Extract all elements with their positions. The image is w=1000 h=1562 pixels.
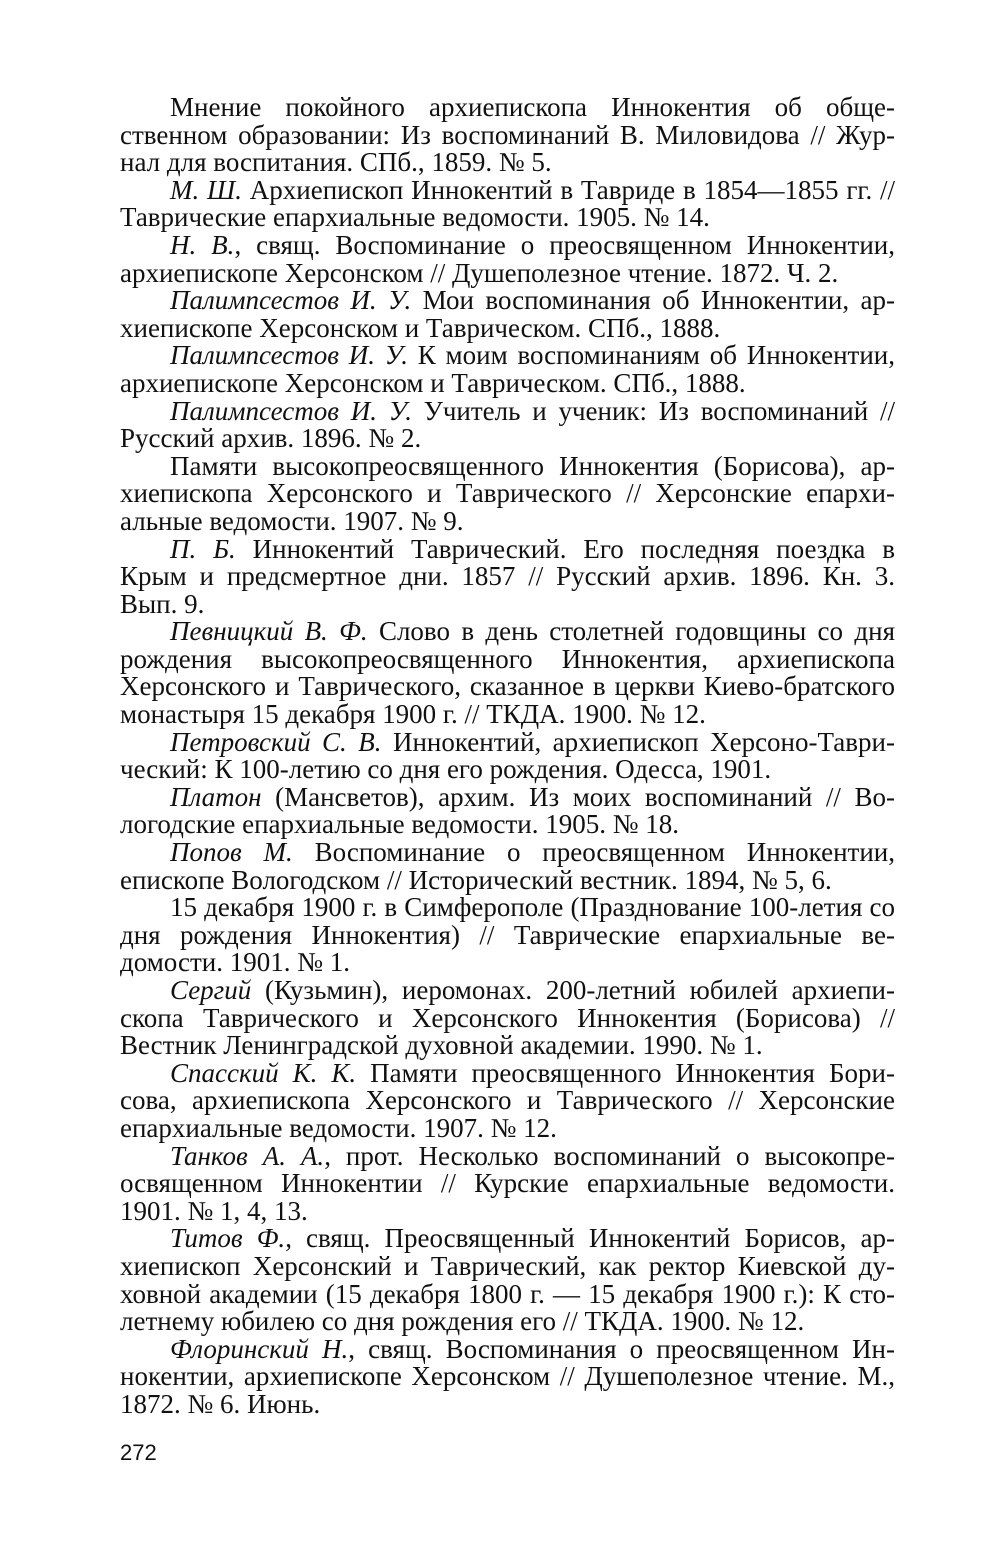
entry-author: Певницкий В. Ф. [170,616,368,647]
bibliography-list [120,94,895,1419]
entry-text: , свящ. Воспоминание о преосвященном Иннокентии, архиепископе Херсонском // Душеполезное чтение. 1872. Ч. 2. [120,229,896,288]
entry-text: Воспоминание о преосвященном Иннокентии, епископе Вологодском // Исторический вестник. 1894, № 5, 6. [120,837,895,895]
entry-author: М. Ш. [170,174,242,205]
bibliography-entry [120,450,895,536]
bibliography-entry [120,839,895,894]
entry-text: Архиепископ Иннокентий в Тавриде в 1854—1855 гг. // Таврические епархиальные ведомости. 1905. № 14. [120,174,896,233]
bibliography-entry [120,1140,895,1226]
entry-text: Мнение покойного архиепископа Иннокентия об общественном образовании: Из воспоминаний В. Миловидова // Журнал для воспитания. СПб., 1859. № 5. [120,92,895,178]
bibliography-entry [120,977,895,1060]
entry-author: Платон [170,781,262,812]
entry-text: (Мансветов), архим. Из моих воспоминаний // Вологодские епархиальные ведомости. 1905. № 18. [120,781,895,840]
bibliography-entry [120,174,896,233]
entry-author: Палимпсестов И. У. [170,340,408,371]
entry-text: Учитель и ученик: Из воспоминаний // Русский архив. 1896. № 2. [120,395,895,454]
entry-author: Флоринский Н. [170,1333,349,1364]
entry-author: Петровский С. В. [170,726,382,757]
entry-text: Памяти преосвященного Иннокентия Борисова, архиепископа Херсонского и Таврического // Херсонские епархиальные ведомости. 1907. № 12. [120,1057,895,1143]
entry-author: Танков А. А. [170,1140,325,1171]
page-number: 272 [120,1440,157,1465]
bibliography-entry [120,342,895,397]
entry-text: 15 декабря 1900 г. в Симферополе (Празднование 100-летия со дня рождения Иннокентия) // Таврические епархиальные ведомости. 1901. № 1. [120,892,895,978]
entry-text: Иннокентий Таврический. Его последняя поездка в Крым и предсмертное дни. 1857 // Русский архив. 1896. Кн. 3. Вып. 9. [120,533,895,619]
bibliography-entry [120,533,895,619]
entry-author: Палимпсестов И. У. [170,395,412,426]
entry-text: Слово в день столетней годовщины со дня рождения высокопреосвященного Иннокентия, архиепископа Херсонского и Таврического, сказанное в церкви Киево-братского монастыря 15 декабря 1900 г. // ТКДА. 1900. № 12. [120,616,895,730]
entry-text: Памяти высокопреосвященного Иннокентия (Борисова), архиепископа Херсонского и Таврического // Херсонские епархиальные ведомости. 1907. № 9. [120,450,895,536]
entry-author: Сергий [170,975,252,1005]
bibliography-entry [120,395,895,454]
bibliography-entry [120,781,895,840]
bibliography-entry [120,618,895,728]
entry-author: Титов Ф. [170,1223,286,1254]
entry-text: , прот. Несколько воспоминаний о высокопреосвященном Иннокентии // Курские епархиальные ведомости. 1901. № 1, 4, 13. [120,1140,895,1226]
entry-author: П. Б. [170,533,236,564]
bibliography-entry [120,94,895,177]
entry-author: Палимпсестов И. У. [170,285,412,316]
bibliography-entry [120,726,895,785]
bibliography-entry [120,894,895,977]
bibliography-entry [120,287,895,342]
entry-text: , свящ. Воспоминания о преосвященном Иннокентии, архиепископе Херсонском // Душеполезное чтение. М., 1872. № 6. Июнь. [120,1333,895,1419]
entry-text: Мои воспоминания об Иннокентии, архиепископе Херсонском и Таврическом. СПб., 1888. [120,285,895,343]
entry-text: (Кузьмин), иеромонах. 200-летний юбилей архиепископа Таврического и Херсонского Иннокентия (Борисова) // Вестник Ленинградской духовной академии. 1990. № 1. [120,975,895,1061]
bibliography-entry [120,1333,895,1419]
entry-author: Н. В. [170,229,235,260]
entry-text: Иннокентий, архиепископ Херсоно-Таврический: К 100-летию со дня его рождения. Одесса, 1901. [120,726,895,785]
entry-text: К моим воспоминаниям об Иннокентии, архиепископе Херсонском и Таврическом. СПб., 1888. [120,340,895,398]
bibliography-entry [120,229,896,288]
entry-author: Спасский К. К. [170,1057,357,1088]
bibliography-entry [120,1057,895,1143]
bibliography-entry [120,1225,895,1335]
entry-author: Попов М. [170,837,293,868]
entry-text: , свящ. Преосвященный Иннокентий Борисов, архиепископ Херсонский и Таврический, как ректор Киевской духовной академии (15 декабря 1800 г. — 15 декабря 1900 г.): К столетнему юбилею со дня рождения его // ТКДА. 1900. № 12. [120,1223,895,1337]
